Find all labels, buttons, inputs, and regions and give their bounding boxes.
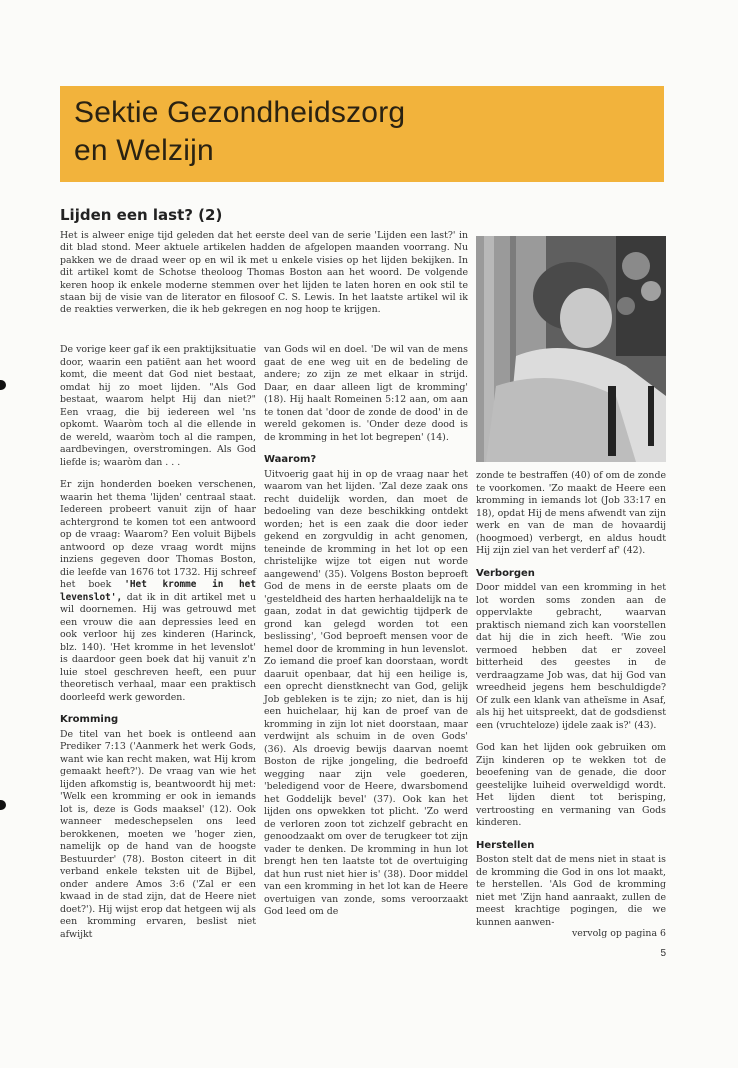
subheading-waarom: Waarom? — [264, 454, 317, 465]
binder-hole-mark — [0, 800, 6, 810]
col3-paragraph-2: Door middel van een kromming in het lot worden soms zonden aan de oppervlakte gebracht, waarvan praktisch niemand zich kan voorstellen dat hij die in zich heeft. 'Wie zou vermoed hebben dat er zoveel bitterheid des geestes in de verdraagzame Job was, dat hij God van wreedheid jegens hem beschuldigde? Of zulk een klank van atheïsme in Asaf, als hij het uitspreekt, dat de godsdienst een (vruchteloze) ijdele zaak is?' (43). — [476, 582, 666, 731]
patient-photo-illustration — [476, 236, 666, 462]
binder-hole-mark — [0, 380, 6, 390]
banner-title-line-2: en Welzijn — [74, 134, 214, 167]
banner-title-line-1: Sektie Gezondheidszorg — [74, 96, 406, 129]
column-1 — [60, 344, 256, 951]
col1-paragraph-2 — [60, 479, 256, 704]
subheading-herstellen: Herstellen — [476, 839, 535, 851]
continued-note: vervolg op pagina 6 — [571, 928, 666, 939]
col2-paragraph-2: Uitvoerig gaat hij in op de vraag naar het waarom van het lijden. 'Zal deze zaak ons recht duidelijk worden, dan moet de bedoeling van deze beschikking ontdekt worden; het is een zaak die door ieder gekend en zorgvuldig in acht genomen, teneinde de kromming in het lot op een christelijke wijze tot eigen nut worde aangewend' (35). Volgens Boston beproeft God de mens in de eerste plaats om de 'gesteldheid des harten herhaaldelijk na te gaan, zodat in dat gewichtig tijdperk de grond kan gelegd worden tot een beslissing', 'God beproeft mensen voor de hemel door de kromming in hun levenslot. Zo iemand die proef kan doorstaan, wordt daaruit openbaar, dat hij een heilige is, een oprecht dienstknecht van God, gelijk Job gebleken is te zijn; zo niet, dan is hij een huichelaar, hij kan de proef van de kromming in zijn lot niet doorstaan, maar verdwijnt als schuim in de oven Gods' (36). Als droevig bewijs daarvan noemt Boston de rijke jongeling, die bedroefd wegging naar zijn vele goederen, 'beledigend voor de Heere, dwarsbomend het Goddelijk bevel' (37). Ook kan het lijden ons opwekken tot plicht. 'Zo werd de verloren zoon tot zichzelf gebracht en genoodzaakt om over de terugkeer tot zijn vader te denken. De kromming in hun lot brengt hen ten laatste tot de overtuiging dat hun rust niet hier is' (38). Door middel van een kromming in het lot kan de Heere overtuigen van zonde, soms veroorzaakt God leed om de — [264, 468, 468, 917]
column-2 — [264, 344, 468, 929]
col1-paragraph-1: De vorige keer gaf ik een praktijksituatie door, waarin een patiënt aan het woord komt, die meent dat God niet bestaat, omdat hij zo moet lijden. "Als God bestaat, waarom helpt Hij dan niet?" Een vraag, die bij iedereen wel 'ns opkomt. Waaròm toch al die ellende in de wereld, waaròm toch al die rampen, aardbevingen, overstromingen. Als God liefde is; waaròm dan . . . — [60, 344, 256, 468]
book-title: 'Het kromme in het levenslot', — [60, 579, 256, 603]
section-banner — [60, 86, 664, 182]
patient-photo — [476, 236, 666, 462]
column-3 — [476, 470, 666, 939]
col1-paragraph-3: De titel van het boek is ontleend aan Prediker 7:13 ('Aanmerk het werk Gods, want wie kan recht maken, wat Hij krom gemaakt heeft?'). De vraag van wie het lijden afkomstig is, beantwoordt hij met: 'Welk een kromming er ook in iemands lot is, deze is Gods maaksel' (12). Ook wanneer medeschepselen ons leed berokkenen, moeten we 'hoger zien, namelijk op de hand van de hoogste Bestuurder' (78). Boston citeert in dit verband enkele teksten uit de Bijbel, onder andere Amos 3:6 ('Zal er een kwaad in de stad zijn, dat de Heere niet doet?'). Hij wijst erop dat hetgeen wij als een kromming ervaren, beslist niet afwijkt — [60, 728, 256, 940]
col1-paragraph-2-start: Er zijn honderden boeken verschenen, waarin het thema 'lijden' centraal staat. Iedereen probeert vanuit zijn of haar achtergrond te komen tot een antwoord op de vraag: Waarom? Een voluit Bijbels antwoord op deze vraag wordt mijns inziens gegeven door Thomas Boston, die leefde van 1676 tot 1732. Hij schreef het boek — [60, 479, 256, 590]
article-title: Lijden een last? (2) — [60, 206, 223, 224]
subheading-verborgen: Verborgen — [476, 567, 535, 579]
col3-paragraph-3: God kan het lijden ook gebruiken om Zijn kinderen op te wekken tot de beoefening van de genade, die door geestelijke luiheid overweldigd wordt. Het lijden dient tot berisping, vertroosting en vermaning van Gods kinderen. — [476, 742, 666, 828]
page-number: 5 — [660, 948, 666, 959]
col3-paragraph-1: zonde te bestraffen (40) of om de zonde te voorkomen. 'Zo maakt de Heere een kromming in iemands lot (Job 33:17 en 18), opdat Hij de mens afwendt van zijn werk en van de man de hovaardij (hoogmoed) verbergt, en aldus houdt Hij zijn ziel van het verderf af' (42). — [476, 470, 666, 556]
article-intro: Het is alweer enige tijd geleden dat het eerste deel van de serie 'Lijden een last?' in dit blad stond. Meer aktuele artikelen hadden de afgelopen maanden voorrang. Nu pakken we de draad weer op en wil ik met u enkele visies op het lijden bekijken. In dit artikel komt de Schotse theoloog Thomas Boston aan het woord. De volgende keren hoop ik enkele moderne stemmen over het lijden te laten horen en ook stil te staan bij de visie van de literator en filosoof C. S. Lewis. In het laatste artikel wil ik de reakties verwerken, die ik heb gekregen en nog hoop te krijgen. — [60, 230, 468, 316]
col3-paragraph-4: Boston stelt dat de mens niet in staat is de kromming die God in ons lot maakt, te herstellen. 'Als God de kromming niet met 'Zijn hand aanraakt, zullen de meest krachtige pogingen, die we kunnen aanwen- — [476, 854, 666, 928]
col2-paragraph-1: van Gods wil en doel. 'De wil van de mens gaat de ene weg uit en de bedeling de andere; zo zijn ze met elkaar in strijd. Daar, en daar alleen ligt de kromming' (18). Hij haalt Romeinen 5:12 aan, om aan te tonen dat 'door de zonde de dood' in de wereld gekomen is. 'Onder deze dood is de kromming in het lot begrepen' (14). — [264, 344, 468, 443]
subheading-kromming: Kromming — [60, 714, 119, 725]
col1-paragraph-2-end: dat ik in dit artikel met u wil doornemen. Hij was getrouwd met een vrouw die aan depressies leed en ook verloor hij zes kinderen (Harinck, blz. 140). 'Het kromme in het levenslot' is daardoor geen boek dat hij vanuit z'n luie stoel geschreven heeft, een puur theoretisch verhaal, maar een praktisch doorleefd werk geworden. — [60, 591, 256, 703]
